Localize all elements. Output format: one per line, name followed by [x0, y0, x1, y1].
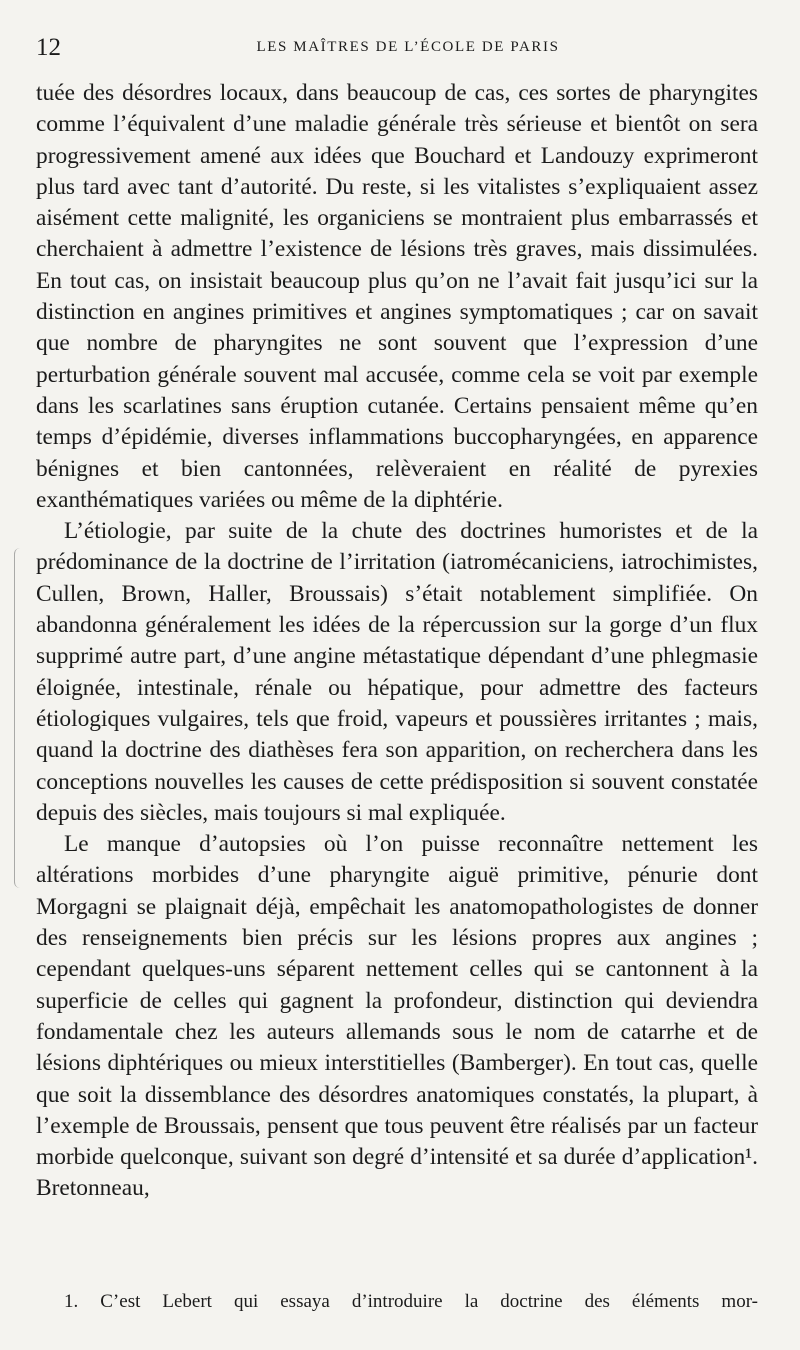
paragraph-3: Le manque d’autopsies où l’on puisse reconnaître nettement les altérations morbides d’une pharyngite aiguë primitive, pénurie dont Morgagni se plaignait déjà, empêchait les anatomopathologistes de donner des renseignements bien précis sur les lésions propres aux angines ; cependant quelques-uns séparent nettement celles qui se cantonnent à la superficie de celles qui gagnent la profondeur, distinction qui deviendra fondamentale chez les auteurs allemands sous le nom de catarrhe et de lésions diphtériques ou mieux interstitielles (Bamberger). En tout cas, quelle que soit la dissemblance des désordres anatomiques constatés, la plupart, à l’exemple de Broussais, pensent que tous peuvent être réalisés par un facteur morbide quelconque, suivant son degré d’intensité et sa durée d’application¹. Bretonneau, — [36, 831, 758, 1202]
margin-bracket-mark — [14, 548, 25, 888]
footnote: 1. C’est Lebert qui essaya d’introduire la doctrine des éléments mor- — [64, 1291, 758, 1312]
body-text — [36, 78, 758, 1205]
paragraph-1: tuée des désordres locaux, dans beaucoup de cas, ces sortes de pharyngites comme l’équivalent d’une maladie générale très sérieuse et bientôt on sera progressivement amené aux idées que Bouchard et Landouzy exprimeront plus tard avec tant d’autorité. Du reste, si les vitalistes s’expliquaient assez aisément cette malignité, les organiciens se montraient plus embarrassés et cherchaient à admettre l’existence de lésions très graves, mais dissimulées. En tout cas, on insistait beaucoup plus qu’on ne l’avait fait jusqu’ici sur la distinction en angines primitives et angines symptomatiques ; car on savait que nombre de pharyngites ne sont souvent que l’expression d’une perturbation générale souvent mal accusée, comme cela se voit par exemple dans les scarlatines sans éruption cutanée. Certains pensaient même qu’en temps d’épidémie, diverses inflammations buccopharyngées, en apparence bénignes et bien cantonnées, relèveraient en réalité de pyrexies exanthématiques variées ou même de la diphtérie. — [36, 80, 758, 513]
running-title: LES MAÎTRES DE L’ÉCOLE DE PARIS — [256, 39, 560, 55]
page-number: 12 — [36, 34, 61, 61]
paragraph-2: L’étiologie, par suite de la chute des doctrines humoristes et de la prédominance de la doctrine de l’irritation (iatromécaniciens, iatrochimistes, Cullen, Brown, Haller, Broussais) s’était notablement simplifiée. On abandonna généralement les idées de la répercussion sur la gorge d’un flux supprimé autre part, d’une angine métastatique dépendant d’une phlegmasie éloignée, intestinale, rénale ou hépatique, pour admettre des facteurs étiologiques vulgaires, tels que froid, vapeurs et poussières irritantes ; mais, quand la doctrine des diathèses fera son apparition, on recherchera dans les conceptions nouvelles les causes de cette prédisposition si souvent constatée depuis des siècles, mais toujours si mal expliquée. — [36, 518, 758, 826]
page-header — [36, 36, 760, 60]
